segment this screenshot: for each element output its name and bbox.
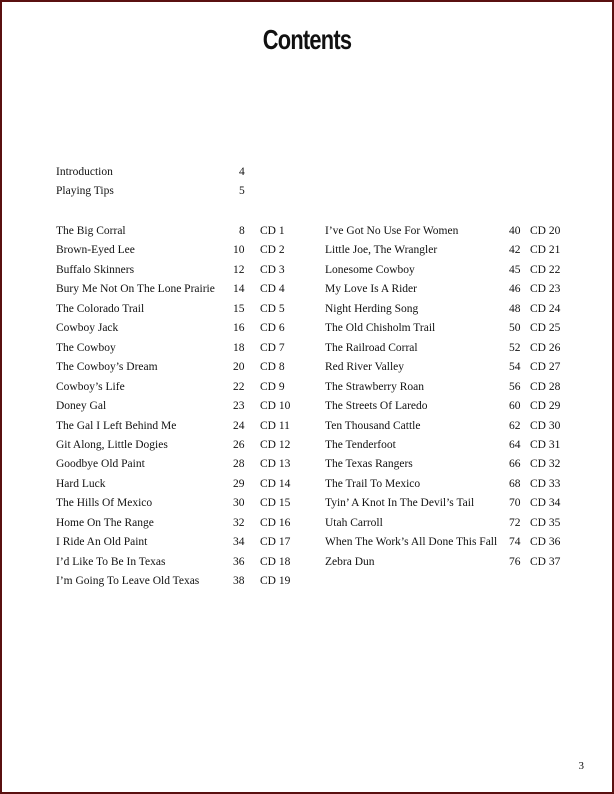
entry-title: Zebra Dun: [325, 555, 375, 568]
entry-cd-track: CD 9: [260, 380, 285, 393]
entry-title: The Hills Of Mexico: [56, 497, 153, 510]
entry-page-number: 15: [233, 302, 245, 315]
entry-page-number: 29: [233, 477, 245, 490]
entry-page-number: 12: [233, 263, 245, 276]
entry-cd-track: CD 31: [530, 438, 561, 451]
entry-page-number: 45: [509, 263, 521, 276]
entry-page-number: 40: [509, 225, 521, 237]
entry-cd-track: CD 34: [530, 497, 561, 510]
entry-title: The Railroad Corral: [325, 341, 418, 354]
entry-cd-track: CD 33: [530, 477, 561, 490]
entry-page-number: 24: [233, 419, 245, 432]
entry-cd-track: CD 37: [530, 555, 561, 568]
entry-page-number: 23: [233, 400, 245, 413]
entry-page-number: 64: [509, 438, 521, 451]
entry-title: Tyin’ A Knot In The Devil’s Tail: [325, 497, 475, 510]
page-title: Contents: [262, 24, 352, 55]
entry-cd-track: CD 29: [530, 400, 561, 413]
entry-cd-track: CD 27: [530, 361, 561, 374]
entry-page-number: 72: [509, 516, 521, 529]
entry-title: The Tenderfoot: [325, 438, 396, 451]
entry-cd-track: CD 6: [260, 322, 285, 335]
entry-cd-track: CD 14: [260, 477, 291, 490]
entry-title: Buffalo Skinners: [56, 263, 135, 276]
entry-title: I’d Like To Be In Texas: [56, 555, 166, 568]
entry-title: Hard Luck: [56, 477, 106, 490]
entry-cd-track: CD 19: [260, 575, 291, 588]
entry-title: Ten Thousand Cattle: [325, 419, 421, 432]
entry-cd-track: CD 24: [530, 302, 561, 315]
entry-cd-track: CD 3: [260, 263, 285, 276]
entry-page-number: 22: [233, 380, 245, 393]
entry-page-number: 5: [239, 185, 245, 198]
entry-page-number: 4: [239, 166, 245, 178]
entry-title: The Texas Rangers: [325, 458, 413, 471]
entry-cd-track: CD 18: [260, 555, 291, 568]
entry-title: Night Herding Song: [325, 302, 419, 315]
entry-page-number: 16: [233, 322, 245, 335]
entry-cd-track: CD 23: [530, 283, 561, 296]
entry-title: I’ve Got No Use For Women: [325, 225, 459, 237]
entry-title: Little Joe, The Wrangler: [325, 244, 438, 257]
entry-cd-track: CD 17: [260, 536, 291, 549]
entry-page-number: 68: [509, 477, 521, 490]
entry-title: Git Along, Little Dogies: [56, 438, 168, 451]
entry-cd-track: CD 15: [260, 497, 291, 510]
entry-title: When The Work’s All Done This Fall: [325, 536, 498, 549]
entry-title: The Cowboy: [56, 341, 116, 354]
entry-title: Playing Tips: [56, 185, 114, 198]
entry-page-number: 42: [509, 244, 521, 257]
entry-title: The Trail To Mexico: [325, 477, 421, 490]
entry-title: The Gal I Left Behind Me: [56, 419, 177, 432]
entry-cd-track: CD 5: [260, 302, 285, 315]
page-number: 3: [578, 760, 584, 772]
entry-cd-track: CD 16: [260, 516, 291, 529]
entry-page-number: 52: [509, 341, 521, 354]
entry-title: The Old Chisholm Trail: [325, 322, 436, 335]
entry-cd-track: CD 4: [260, 283, 285, 296]
entry-cd-track: CD 25: [530, 322, 561, 335]
entry-title: Goodbye Old Paint: [56, 458, 145, 471]
entry-cd-track: CD 12: [260, 438, 291, 451]
entry-page-number: 60: [509, 400, 521, 413]
entry-title: I’m Going To Leave Old Texas: [56, 575, 200, 588]
entry-cd-track: CD 7: [260, 341, 285, 354]
entry-cd-track: CD 11: [260, 419, 290, 432]
entry-title: Home On The Range: [56, 516, 154, 529]
entry-cd-track: CD 8: [260, 361, 285, 374]
entry-cd-track: CD 13: [260, 458, 291, 471]
entry-page-number: 26: [233, 438, 245, 451]
entry-cd-track: CD 36: [530, 536, 561, 549]
entry-title: Red River Valley: [325, 361, 404, 374]
entry-title: Cowboy Jack: [56, 322, 119, 335]
entry-cd-track: CD 30: [530, 419, 561, 432]
entry-cd-track: CD 21: [530, 244, 561, 257]
entry-page-number: 74: [509, 536, 521, 549]
entry-title: My Love Is A Rider: [325, 283, 417, 296]
entry-title: Bury Me Not On The Lone Prairie: [56, 283, 215, 296]
entry-page-number: 14: [233, 283, 245, 296]
entry-title: Lonesome Cowboy: [325, 263, 415, 276]
entry-page-number: 28: [233, 458, 245, 471]
entry-title: The Big Corral: [56, 225, 126, 237]
entry-page-number: 70: [509, 497, 521, 510]
entry-title: Doney Gal: [56, 400, 107, 413]
entry-page-number: 36: [233, 555, 245, 568]
entry-title: Cowboy’s Life: [56, 380, 125, 393]
entry-page-number: 20: [233, 361, 245, 374]
entry-page-number: 10: [233, 244, 245, 257]
entry-cd-track: CD 2: [260, 244, 285, 257]
entry-title: The Streets Of Laredo: [325, 400, 428, 413]
entry-cd-track: CD 26: [530, 341, 561, 354]
entry-page-number: 62: [509, 419, 521, 432]
entry-page-number: 38: [233, 575, 245, 588]
entry-cd-track: CD 1: [260, 225, 285, 237]
entry-title: Introduction: [56, 166, 113, 178]
entry-page-number: 48: [509, 302, 521, 315]
entry-page-number: 56: [509, 380, 521, 393]
entry-title: The Strawberry Roan: [325, 380, 424, 393]
entry-page-number: 50: [509, 322, 521, 335]
entry-page-number: 30: [233, 497, 245, 510]
entry-page-number: 8: [239, 225, 245, 237]
entry-page-number: 18: [233, 341, 245, 354]
entry-cd-track: CD 10: [260, 400, 291, 413]
entry-page-number: 32: [233, 516, 245, 529]
entry-page-number: 46: [509, 283, 521, 296]
entry-title: The Colorado Trail: [56, 302, 145, 315]
entry-title: The Cowboy’s Dream: [56, 361, 158, 374]
entry-title: Brown-Eyed Lee: [56, 244, 135, 257]
entry-title: Utah Carroll: [325, 516, 383, 529]
entry-cd-track: CD 22: [530, 263, 561, 276]
entry-cd-track: CD 20: [530, 225, 561, 237]
entry-title: I Ride An Old Paint: [56, 536, 148, 549]
entry-page-number: 66: [509, 458, 521, 471]
entry-page-number: 34: [233, 536, 245, 549]
entry-cd-track: CD 28: [530, 380, 561, 393]
entry-cd-track: CD 32: [530, 458, 561, 471]
entry-page-number: 76: [509, 555, 521, 568]
entry-page-number: 54: [509, 361, 521, 374]
entry-cd-track: CD 35: [530, 516, 561, 529]
